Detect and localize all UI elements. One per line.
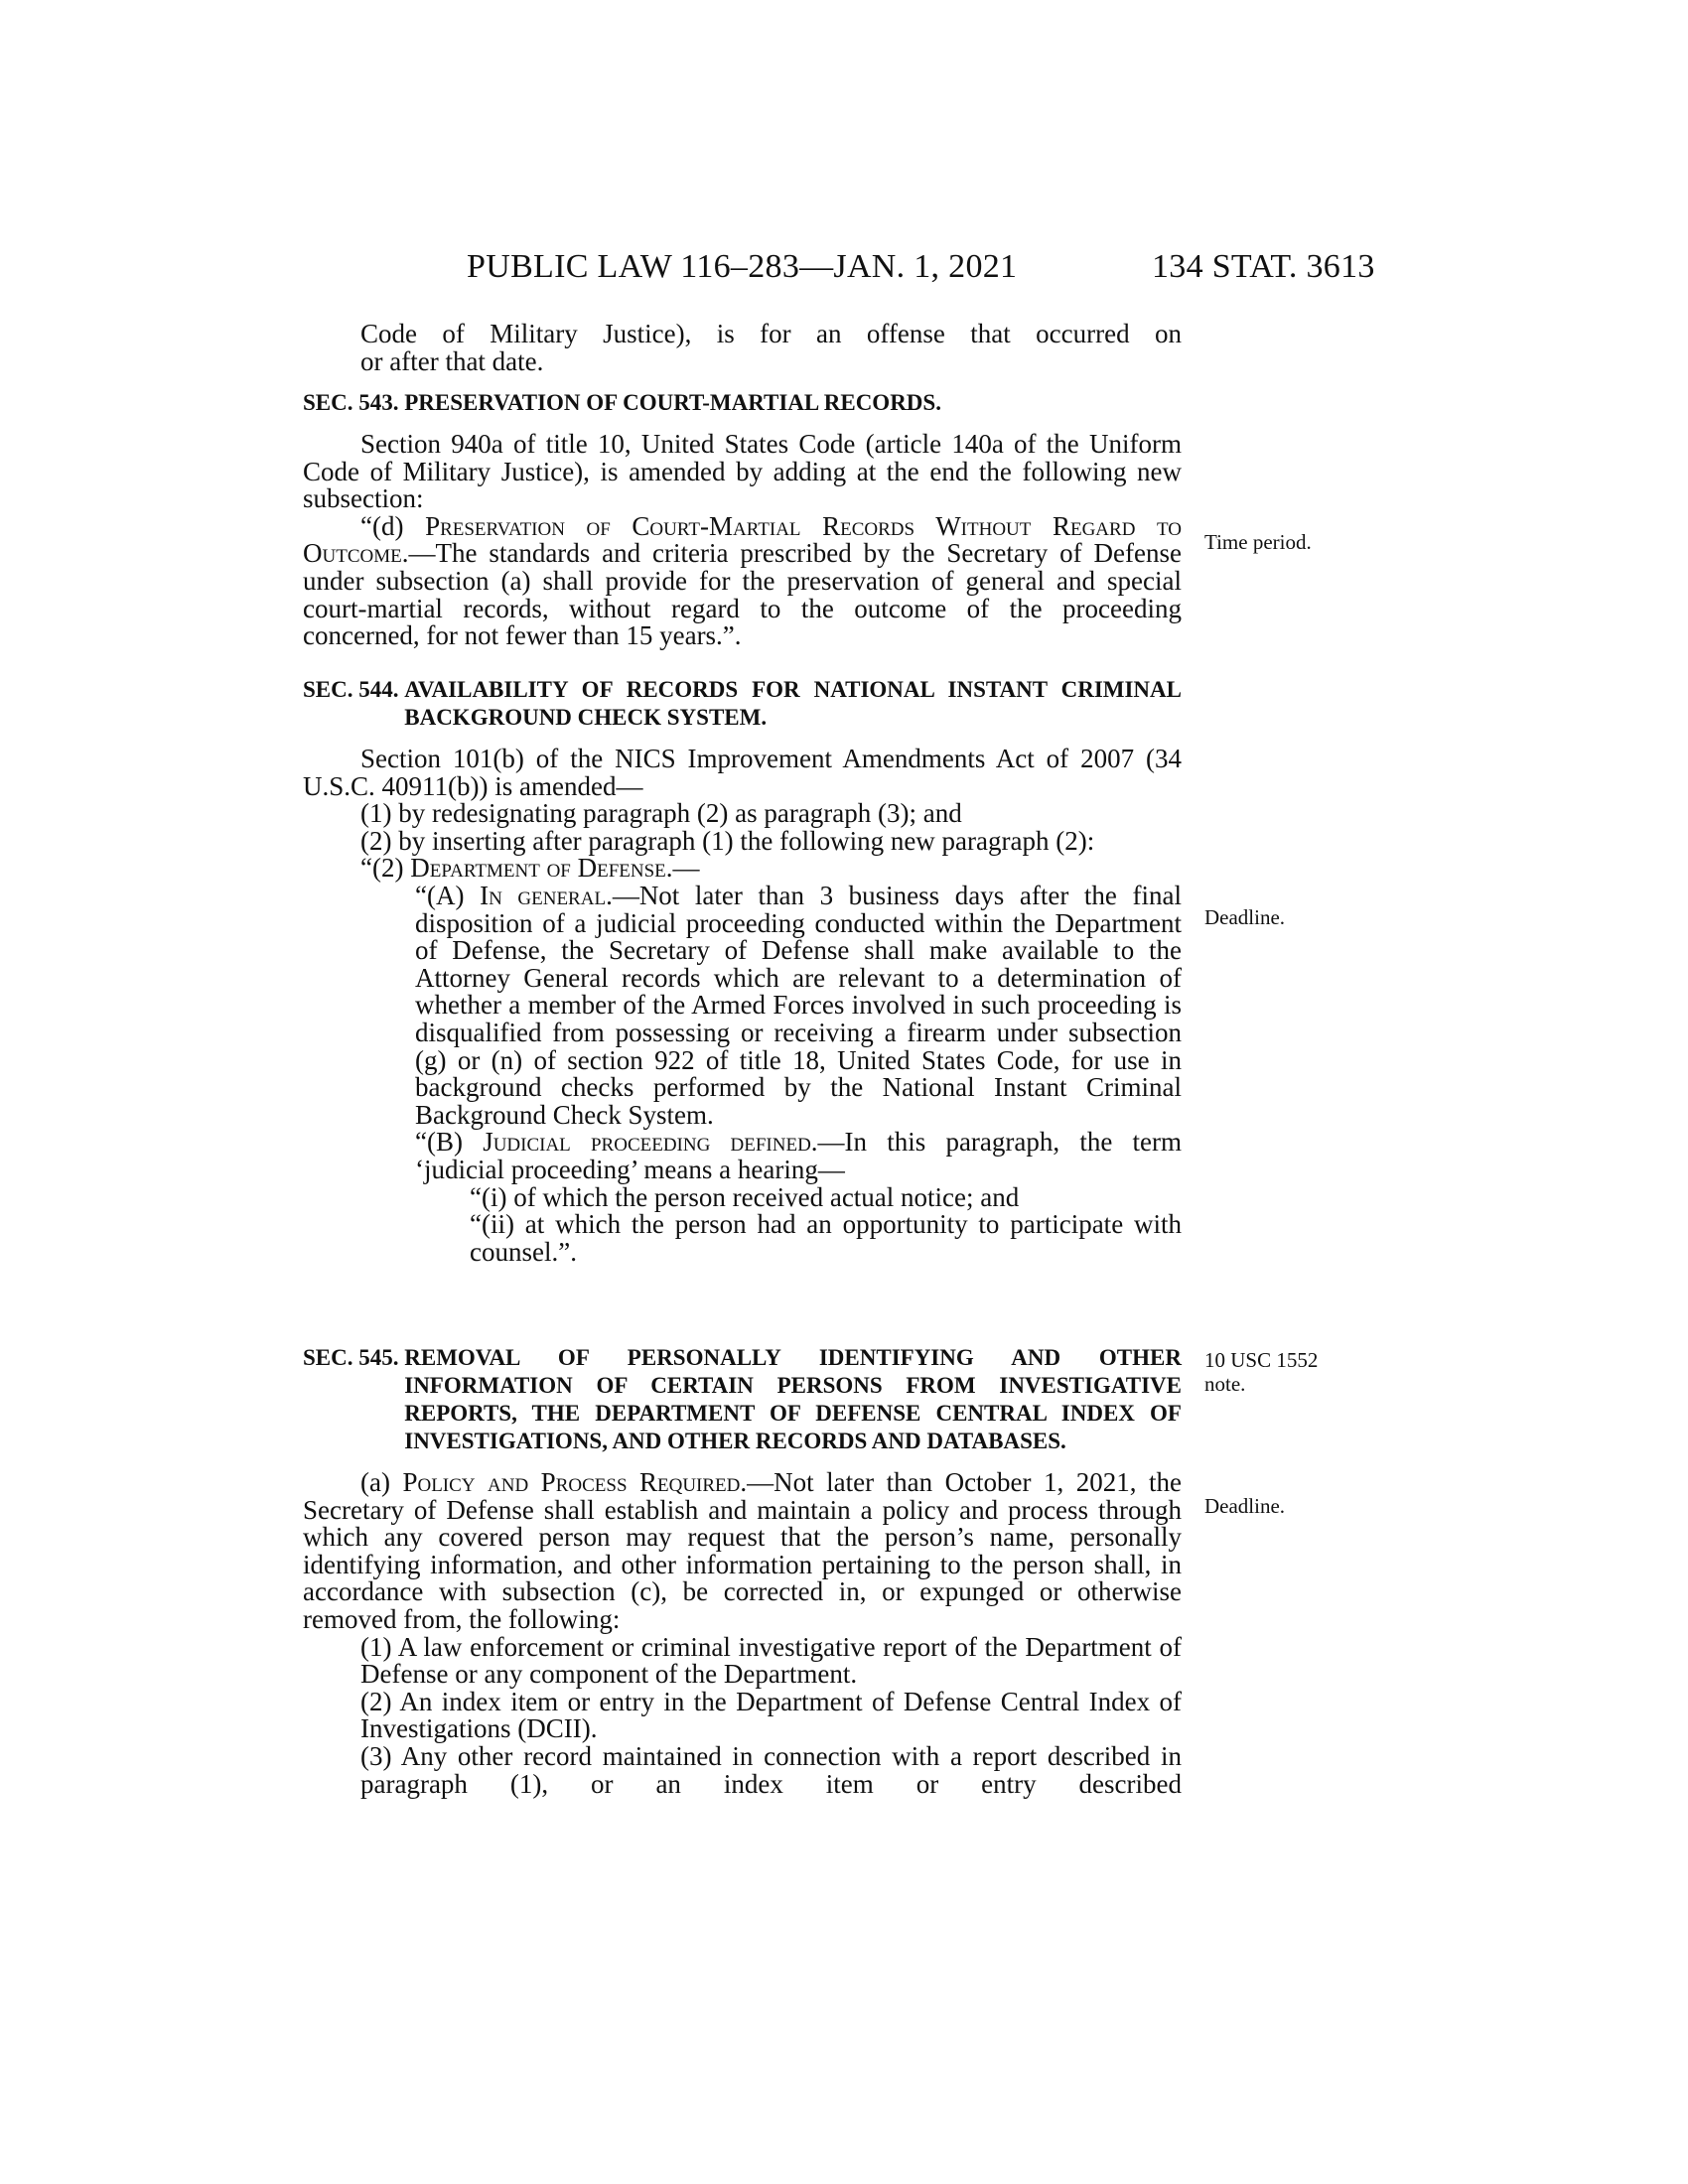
subsection-a-heading: Policy and Process Required	[402, 1467, 741, 1497]
section-545-item-2: (2) An index item or entry in the Department of Defense Central Index of Investigations (DCII).	[360, 1686, 1182, 1744]
section-544-number: SEC. 544.	[303, 677, 405, 702]
section-544-subparagraph-A	[415, 880, 1182, 1130]
paragraph-2-dash: .—	[665, 853, 700, 884]
section-544	[303, 676, 1182, 1266]
section-543-subsection-d	[303, 510, 1182, 651]
section-544-clause-i: “(i) of which the person received actual notice; and	[470, 1181, 1020, 1212]
section-544-heading	[303, 676, 1182, 732]
section-544-subparagraph-B	[415, 1129, 1182, 1183]
section-544-paragraph-2	[360, 855, 1182, 883]
section-545	[303, 1344, 1182, 1798]
section-545-subsection-a	[303, 1469, 1182, 1634]
subsection-d-heading: Preservation of Court-Martial Records Without Regard to Outcome	[303, 510, 1182, 569]
page-header-stat: 134 STAT. 3613	[1152, 248, 1375, 285]
subparagraph-B-lead: “(B)	[415, 1127, 484, 1158]
margin-note-deadline-1: Deadline.	[1204, 905, 1286, 929]
section-544-title: AVAILABILITY OF RECORDS FOR NATIONAL INSTANT CRIMINAL BACKGROUND CHECK SYSTEM.	[404, 677, 1182, 730]
section-545-item-3: (3) Any other record maintained in connection with a report described in paragraph (1), or an index item or entry described	[360, 1740, 1182, 1799]
subparagraph-A-text: .—Not later than 3 business days after the final disposition of a judicial proceeding conducted within the Department of Defense, the Secretary of Defense shall make available to the Attorney General records which are relevant to a determination of whether a member of the Armed Forces involved in such proceeding is disqualified from possessing or receiving a firearm under subsection (g) or (n) of section 922 of title 18, United States Code, for use in background checks performed by the National Instant Criminal Background Check System.	[415, 880, 1182, 1130]
margin-note-usc	[1204, 1348, 1343, 1396]
section-544-item-1: (1) by redesignating paragraph (2) as paragraph (3); and	[360, 798, 962, 829]
section-544-clause-ii: “(ii) at which the person had an opportunity to participate with counsel.”.	[470, 1209, 1182, 1267]
subsection-a-lead: (a)	[360, 1467, 403, 1497]
section-544-item-2: (2) by inserting after paragraph (1) the following new paragraph (2):	[360, 825, 1095, 856]
section-545-item-1: (1) A law enforcement or criminal investigative report of the Department of Defense or any component of the Department.	[360, 1631, 1182, 1690]
section-544-intro: Section 101(b) of the NICS Improvement Amendments Act of 2007 (34 U.S.C. 40911(b)) is amended—	[303, 744, 1182, 801]
margin-note-deadline-2: Deadline.	[1204, 1494, 1286, 1518]
subparagraph-B-heading: Judicial proceeding defined	[483, 1127, 811, 1158]
section-545-heading	[303, 1344, 1182, 1455]
continuation-line-2: or after that date.	[360, 345, 544, 376]
section-545-title: REMOVAL OF PERSONALLY IDENTIFYING AND OTHER INFORMATION OF CERTAIN PERSONS FROM INVESTIGATIVE REPORTS, THE DEPARTMENT OF DEFENSE CENTRAL INDEX OF INVESTIGATIONS, AND OTHER RECORDS AND DATABASES.	[404, 1345, 1182, 1453]
continuation-line-1: Code of Military Justice), is for an offense that occurred on	[360, 319, 1182, 348]
subparagraph-A-heading: In general	[480, 880, 607, 910]
page-header-title: PUBLIC LAW 116–283—JAN. 1, 2021	[467, 248, 1018, 285]
section-545-number: SEC. 545.	[303, 1345, 405, 1370]
subsection-a-text: .—Not later than October 1, 2021, the Secretary of Defense shall establish and maintain a policy and process through which any covered person may request that the person’s name, personally identifying information, and other information pertaining to the person shall, in accordance with subsection (c), be corrected in, or expunged or otherwise removed from, the following:	[303, 1467, 1182, 1634]
margin-note-usc-line-2: note.	[1204, 1372, 1246, 1396]
paragraph-2-lead: “(2)	[360, 853, 411, 884]
subparagraph-B-text: .—In this paragraph, the term ‘judicial proceeding’ means a hearing—	[415, 1127, 1182, 1184]
subparagraph-A-lead: “(A)	[415, 880, 481, 910]
continuation-paragraph	[303, 321, 1182, 375]
section-543	[303, 389, 1182, 650]
section-543-intro: Section 940a of title 10, United States Code (article 140a of the Uniform Code of Military Justice), is amended by adding at the end the following new subsection:	[303, 429, 1182, 514]
subsection-d-text: .—The standards and criteria prescribed by the Secretary of Defense under subsection (a) shall provide for the preservation of general and special court-martial records, without regard to the outcome of the proceeding concerned, for not fewer than 15 years.”.	[303, 538, 1182, 651]
margin-note-time-period: Time period.	[1204, 530, 1312, 554]
subsection-d-lead: “(d)	[360, 510, 426, 541]
paragraph-2-heading: Department of Defense	[410, 853, 666, 884]
section-543-heading: SEC. 543. PRESERVATION OF COURT-MARTIAL RECORDS.	[303, 390, 941, 415]
margin-note-usc-line-1: 10 USC 1552	[1204, 1348, 1319, 1372]
